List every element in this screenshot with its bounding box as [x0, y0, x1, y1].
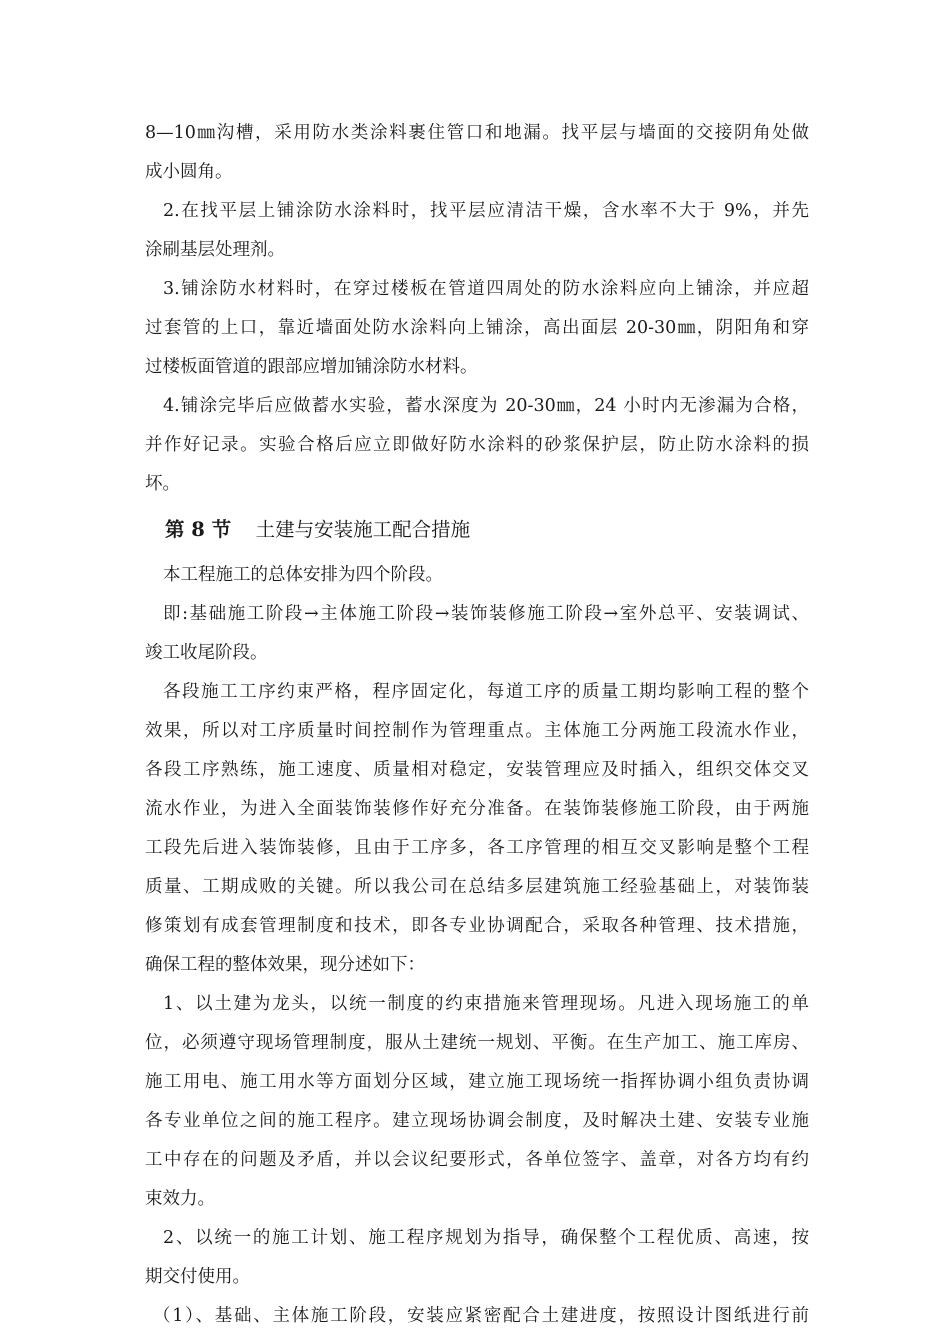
paragraph-point-1: [145, 985, 809, 1219]
paragraph-subpoint-1: [145, 1297, 809, 1336]
text-line: 3.铺涂防水材料时，在穿过楼板在管道四周处的防水涂料应向上铺涂，并应超: [163, 279, 809, 299]
text-line: 过楼板面管道的跟部应增加铺涂防水材料。: [145, 357, 478, 377]
text-line: 4.铺涂完毕后应做蓄水实验，蓄水深度为 20-30㎜，24 小时内无渗漏为合格，: [163, 396, 809, 416]
section-heading: [145, 504, 809, 556]
document-page: [145, 114, 809, 1336]
text-line: 修策划有成套管理制度和技术，即各专业协调配合，采取各种管理、技术措施，: [145, 916, 809, 936]
text-line: 施工用电、施工用水等方面划分区域，建立施工现场统一指挥协调小组负责协调: [145, 1072, 809, 1092]
text-line: 成小圆角。: [145, 162, 233, 182]
section-title: 土建与安装施工配合措施: [255, 518, 471, 541]
text-line: 期交付使用。: [145, 1267, 250, 1287]
paragraph-item-4: [145, 387, 809, 504]
paragraph-trench: [145, 114, 809, 192]
text-line: 并作好记录。实验合格后应立即做好防水涂料的砂浆保护层，防止防水涂料的损: [145, 435, 809, 455]
text-line: 质量、工期成败的关键。所以我公司在总结多层建筑施工经验基础上，对装饰装: [145, 877, 809, 897]
text-line: 效果，所以对工序质量时间控制作为管理重点。主体施工分两施工段流水作业，: [145, 721, 809, 741]
text-line: 涂刷基层处理剂。: [145, 240, 285, 260]
text-line: 竣工收尾阶段。: [145, 643, 268, 663]
paragraph-stages: [145, 595, 809, 673]
text-line: 即:基础施工阶段→主体施工阶段→装饰装修施工阶段→室外总平、安装调试、: [163, 604, 809, 624]
text-line: 位，必须遵守现场管理制度，服从土建统一规划、平衡。在生产加工、施工库房、: [145, 1033, 809, 1053]
text-line: （1）、基础、主体施工阶段，安装应紧密配合土建进度，按照设计图纸进行前: [153, 1306, 809, 1326]
text-line: 2、以统一的施工计划、施工程序规划为指导，确保整个工程优质、高速，按: [163, 1228, 809, 1248]
paragraph-point-2: [145, 1219, 809, 1297]
text-line: 坏。: [145, 474, 180, 494]
section-label: 第 8 节: [165, 518, 232, 541]
paragraph-item-3: [145, 270, 809, 387]
text-line: 2.在找平层上铺涂防水涂料时，找平层应清洁干燥，含水率不大于 9%，并先: [163, 201, 809, 221]
text-line: 束效力。: [145, 1189, 215, 1209]
text-line: 工段先后进入装饰装修，且由于工序多，各工序管理的相互交叉影响是整个工程: [145, 838, 809, 858]
text-line: 确保工程的整体效果，现分述如下：: [145, 955, 425, 975]
text-line: 流水作业，为进入全面装饰装修作好充分准备。在装饰装修施工阶段，由于两施: [145, 799, 809, 819]
paragraph-overview: [145, 556, 809, 595]
text-line: 过套管的上口，靠近墙面处防水涂料向上铺涂，高出面层 20-30㎜，阴阳角和穿: [145, 318, 809, 338]
paragraph-sequence: [145, 673, 809, 985]
text-line: 各段工序熟练，施工速度、质量相对稳定，安装管理应及时插入，组织交体交叉: [145, 760, 809, 780]
text-line: 各专业单位之间的施工程序。建立现场协调会制度，及时解决土建、安装专业施: [145, 1111, 809, 1131]
text-line: 8—10㎜沟槽，采用防水类涂料裹住管口和地漏。找平层与墙面的交接阴角处做: [145, 123, 809, 143]
text-line: 工中存在的问题及矛盾，并以会议纪要形式，各单位签字、盖章，对各方均有约: [145, 1150, 809, 1170]
text-line: 1、以土建为龙头，以统一制度的约束措施来管理现场。凡进入现场施工的单: [163, 994, 809, 1014]
text-line: 各段施工工序约束严格，程序固定化，每道工序的质量工期均影响工程的整个: [163, 682, 809, 702]
text-line: 本工程施工的总体安排为四个阶段。: [163, 565, 443, 585]
paragraph-item-2: [145, 192, 809, 270]
